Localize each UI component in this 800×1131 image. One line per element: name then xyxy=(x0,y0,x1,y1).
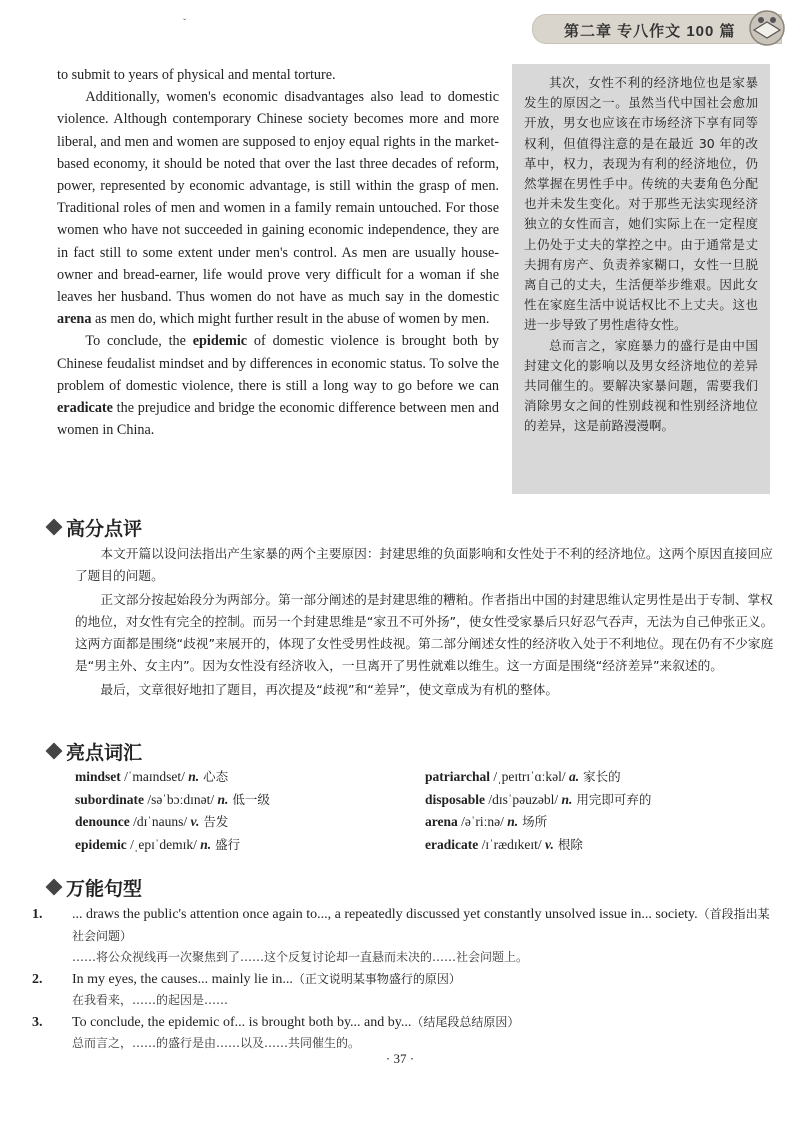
vocab-ipa: /dɪˈnauns/ xyxy=(129,814,191,829)
vocab-item xyxy=(75,834,425,857)
essay-paragraph: To conclude, the epidemic of domestic violence is brought both by Chinese feudalist mindset and by differences in economic status. To solve the problem of domestic violence, there is still a long way to go before we can eradicate the prejudice and bridge the economic difference between men and women in China. xyxy=(57,333,499,439)
vocab-word: arena xyxy=(425,814,458,829)
vocab-item xyxy=(75,789,425,812)
vocab-word: mindset xyxy=(75,769,121,784)
pattern-note: （结尾段总结原因） xyxy=(411,1014,520,1029)
page-number: · 37 · xyxy=(385,1051,415,1066)
vocab-zh: 盛行 xyxy=(211,836,241,852)
vocab-zh: 根除 xyxy=(553,836,583,852)
vocab-row xyxy=(75,789,775,812)
vocab-item xyxy=(425,789,775,812)
section-heading-comment: 高分点评 xyxy=(46,513,142,541)
pattern-item xyxy=(32,1012,776,1055)
vocab-ipa: /ˌpeɪtrɪˈɑːkəl/ xyxy=(490,769,570,784)
book-badge-icon xyxy=(744,8,790,48)
pattern-number: 1. xyxy=(32,907,43,922)
diamond-bullet-icon xyxy=(46,743,63,760)
vocab-item xyxy=(425,811,775,834)
essay-text xyxy=(57,64,499,441)
vocab-pos: n. xyxy=(217,791,229,807)
pattern-number: 3. xyxy=(32,1014,43,1030)
comment-section xyxy=(75,543,775,703)
vocab-zh: 家长的 xyxy=(579,769,621,784)
vocab-ipa: /ɪˈrædɪkeɪt/ xyxy=(478,836,545,852)
diamond-bullet-icon xyxy=(46,879,63,896)
pattern-chinese: 在我看来，……的起因是…… xyxy=(72,993,229,1007)
vocab-word: patriarchal xyxy=(425,769,490,784)
translation-paragraph: 总而言之，家庭暴力的盛行是由中国封建文化的影响以及男女经济地位的差异共同催生的。要解决家暴问题，需要我们消除男女之间的性别歧视和性别经济地位的差异，这是前路漫漫啊。 xyxy=(524,337,758,434)
vocab-word: denounce xyxy=(75,814,130,829)
vocab-word: subordinate xyxy=(75,791,145,807)
vocab-pos: a. xyxy=(569,769,580,784)
vocab-item xyxy=(75,811,425,834)
vocab-word: epidemic xyxy=(75,836,127,852)
pattern-english: ... draws the public's attention once again to..., a repeatedly discussed yet constantly unsolved issue in... society. xyxy=(72,907,698,922)
vocab-ipa: /səˈbɔːdɪnət/ xyxy=(144,791,218,807)
essay-paragraph: Additionally, women's economic disadvantages also lead to domestic violence. Although contemporary Chinese society becomes more and more liberal, and men and women are supposed to enjoy equal rights in the market-based economy, it should be noted that over the last three decades of reform, power, represented by economic advantage, is still within the grasp of men. Traditional roles of men and women in a family remain untouched. For those women who have not succeeded in gaining economic independence, they are in fact still to some extent under men's control. As men are usually house-owner and bread-earner, life would prove very difficult for a woman if she leaves her husband. Thus women do not have as much say in the domestic arena as men do, which might further result in the abuse of women by men. xyxy=(57,89,499,328)
vocab-zh: 场所 xyxy=(518,814,548,829)
vocab-pos: n. xyxy=(561,791,573,807)
vocab-word: eradicate xyxy=(425,836,479,852)
comment-paragraph: 正文部分按起始段分为两部分。第一部分阐述的是封建思维的糟粕。作者指出中国的封建思维认定男性是出于专制、掌权的地位，对女性有完全的控制。而另一个封建思维是“家丑不可外扬”，使女性受家暴后只好忍气吞声，无法为自己伸张正义。这两方面都是围绕“歧视”来展开的，体现了女性受男性歧视。第二部分阐述女性的经济收入处于不利地位。现在仍有不少家庭是“男主外、女主内”。因为女性没有经济收入，一旦离开了男性就难以维生。这一方面是围绕“经济差异”来叙述的。 xyxy=(75,592,774,673)
section-heading-vocab: 亮点词汇 xyxy=(46,737,142,765)
chapter-header xyxy=(532,14,782,44)
vocab-zh: 用完即可弃的 xyxy=(572,791,652,807)
vocab-row xyxy=(75,766,775,789)
vocab-ipa: /dɪsˈpəuzəbl/ xyxy=(485,791,562,807)
pattern-item xyxy=(32,904,776,969)
vocab-list xyxy=(75,766,775,856)
vocab-word: disposable xyxy=(425,791,486,807)
vocab-ipa: /əˈriːnə/ xyxy=(457,814,508,829)
vocab-item xyxy=(425,766,775,789)
highlight-word: arena xyxy=(57,311,92,328)
pattern-number: 2. xyxy=(32,971,43,987)
vocab-ipa: /ˈmaɪndset/ xyxy=(120,769,189,784)
patterns-list xyxy=(32,904,776,1055)
vocab-pos: v. xyxy=(190,814,200,829)
vocab-row xyxy=(75,811,775,834)
comment-paragraph: 本文开篇以设问法指出产生家暴的两个主要原因：封建思维的负面影响和女性处于不利的经济地位。这两个原因直接回应了题目的问题。 xyxy=(75,546,773,583)
vocab-pos: n. xyxy=(200,836,212,852)
vocab-ipa: /ˌepɪˈdemɪk/ xyxy=(126,836,201,852)
vocab-item xyxy=(425,834,775,857)
pattern-note: （首段指出某社会问题） xyxy=(72,907,770,943)
section-heading-patterns: 万能句型 xyxy=(46,873,142,901)
diamond-bullet-icon xyxy=(46,519,63,536)
pattern-chinese: 总而言之，……的盛行是由……以及……共同催生的。 xyxy=(72,1036,361,1050)
comment-paragraph: 最后，文章很好地扣了题目，再次提及“歧视”和“差异”，使文章成为有机的整体。 xyxy=(100,682,559,697)
vocab-pos: n. xyxy=(507,814,519,829)
decorative-tick: ˇ xyxy=(183,18,187,29)
vocab-row xyxy=(75,834,775,857)
pattern-english: In my eyes, the causes... mainly lie in... xyxy=(72,971,293,987)
vocab-pos: v. xyxy=(544,836,554,852)
chapter-title: 第二章 专八作文 100 篇 xyxy=(564,23,736,40)
essay-paragraph: to submit to years of physical and mental torture. xyxy=(57,67,336,83)
translation-box xyxy=(512,64,770,494)
highlight-word: epidemic xyxy=(192,333,248,350)
pattern-chinese: ……将公众视线再一次聚焦到了……这个反复讨论却一直悬而未决的……社会问题上。 xyxy=(72,950,529,964)
vocab-zh: 心态 xyxy=(199,769,229,784)
pattern-item xyxy=(32,969,776,1012)
highlight-word: eradicate xyxy=(57,400,113,417)
vocab-zh: 告发 xyxy=(199,814,229,829)
vocab-zh: 低一级 xyxy=(228,791,270,807)
vocab-item xyxy=(75,766,425,789)
vocab-pos: n. xyxy=(188,769,200,784)
pattern-note: （正文说明某事物盛行的原因） xyxy=(292,971,461,986)
pattern-english: To conclude, the epidemic of... is brought both by... and by... xyxy=(72,1014,412,1030)
translation-paragraph: 其次，女性不利的经济地位也是家暴发生的原因之一。虽然当代中国社会愈加开放，男女也应该在市场经济下享有同等权利，但值得注意的是在最近 30 年的改革中，权力，表现为有利的经济地位，仍然掌握在男性手中。传统的夫妻角色分配也并未发生变化。对于那些无法实现经济独立的女性而言，她们实际上在一定程度上仍处于丈夫的掌控之中。由于通常是丈夫拥有房产、负责养家糊口，女性一旦脱离自己的丈夫，生活便举步维艰。因此女性在家庭生活中说话权比不上丈夫。这也进一步导致了男性虐待女性。 xyxy=(524,75,758,333)
